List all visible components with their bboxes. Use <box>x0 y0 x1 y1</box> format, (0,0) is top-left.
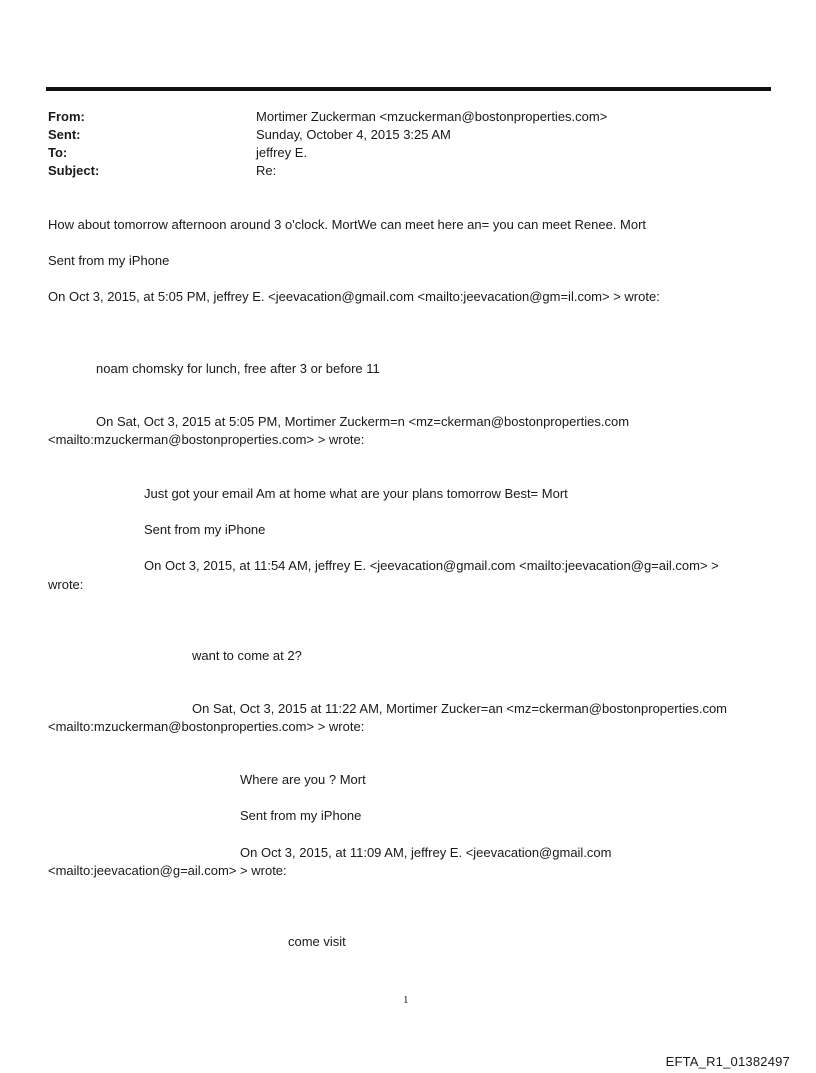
to-label: To: <box>48 145 68 160</box>
sent-label: Sent: <box>48 127 81 142</box>
body-line: Where are you ? Mort <box>240 772 366 787</box>
body-line: Just got your email Am at home what are your plans tomorrow Best= Mort <box>144 486 568 501</box>
body-line: Sent from my iPhone <box>144 522 266 537</box>
sent-value: Sunday, October 4, 2015 3:25 AM <box>256 127 451 142</box>
body-line: <mailto:jeevacation@g=ail.com> > wrote: <box>48 863 287 878</box>
body-line: How about tomorrow afternoon around 3 o'clock. MortWe can meet here an= you can meet Renee. Mort <box>48 217 647 232</box>
subject-value: Re: <box>256 163 277 178</box>
body-line: On Sat, Oct 3, 2015 at 5:05 PM, Mortimer Zuckerm=n <mz=ckerman@bostonproperties.com <box>96 414 630 429</box>
body-line: On Sat, Oct 3, 2015 at 11:22 AM, Mortimer Zucker=an <mz=ckerman@bostonproperties.com <box>192 701 727 716</box>
body-line: On Oct 3, 2015, at 5:05 PM, jeffrey E. <jeevacation@gmail.com <mailto:jeevacation@gm=il.com> > wrote: <box>48 289 660 304</box>
body-line: come visit <box>288 934 346 949</box>
body-line: Sent from my iPhone <box>48 253 170 268</box>
header-rule <box>46 87 771 91</box>
from-value: Mortimer Zuckerman <mzuckerman@bostonproperties.com> <box>256 109 608 124</box>
body-line: Sent from my iPhone <box>240 808 362 823</box>
from-label: From: <box>48 109 85 124</box>
body-line: wrote: <box>48 577 84 592</box>
subject-label: Subject: <box>48 163 100 178</box>
page-number: 1 <box>403 994 409 1006</box>
body-line: noam chomsky for lunch, free after 3 or before 11 <box>96 361 380 376</box>
body-line: On Oct 3, 2015, at 11:54 AM, jeffrey E. <jeevacation@gmail.com <mailto:jeevacation@g=ail.com> > <box>144 558 719 573</box>
to-value: jeffrey E. <box>256 145 308 160</box>
document-id: EFTA_R1_01382497 <box>665 1054 790 1069</box>
body-line: <mailto:mzuckerman@bostonproperties.com> > wrote: <box>48 719 365 734</box>
body-line: <mailto:mzuckerman@bostonproperties.com> > wrote: <box>48 432 365 447</box>
body-line: On Oct 3, 2015, at 11:09 AM, jeffrey E. <jeevacation@gmail.com <box>240 845 612 860</box>
body-line: want to come at 2? <box>192 648 302 663</box>
